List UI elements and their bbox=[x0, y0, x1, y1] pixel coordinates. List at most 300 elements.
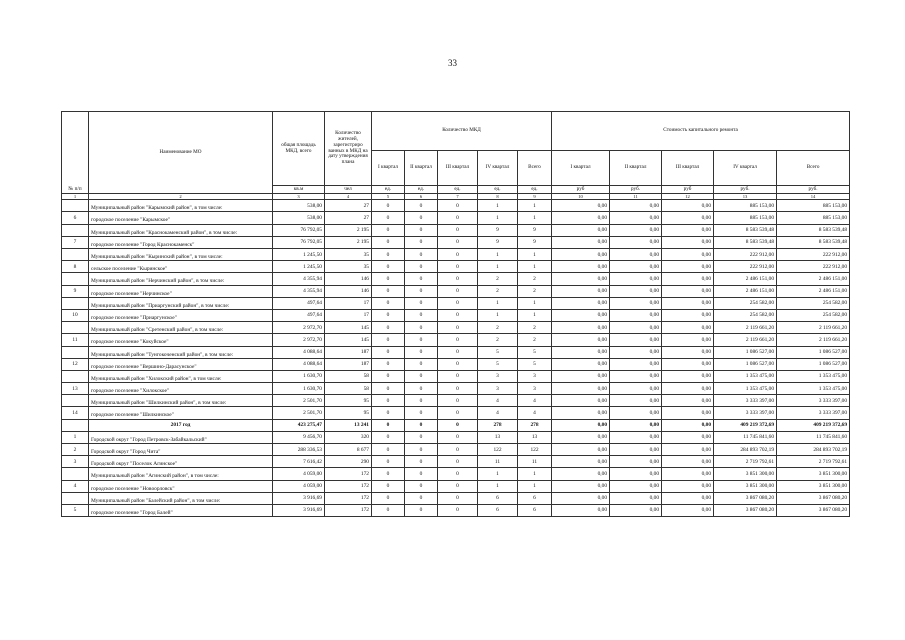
count-q3: 0 bbox=[438, 431, 478, 443]
row-number: 7 bbox=[62, 236, 89, 248]
count-q1: 0 bbox=[372, 407, 405, 419]
residents-value: 95 bbox=[325, 407, 372, 419]
header-count-q3: III квартал bbox=[438, 151, 478, 186]
row-number bbox=[62, 468, 89, 480]
cost-q3: 0,00 bbox=[662, 370, 714, 382]
count-total: 1 bbox=[518, 249, 552, 261]
residents-value: 58 bbox=[325, 370, 372, 382]
count-q3: 0 bbox=[438, 504, 478, 516]
cost-q3: 0,00 bbox=[662, 309, 714, 321]
unit-cell: руб. bbox=[777, 186, 850, 194]
unit-cell: руб bbox=[662, 186, 714, 194]
header-count-q1: I квартал bbox=[372, 151, 405, 186]
count-q1: 0 bbox=[372, 212, 405, 224]
count-total: 2 bbox=[518, 285, 552, 297]
count-q2: 0 bbox=[405, 200, 438, 212]
cost-q1: 0,00 bbox=[552, 504, 610, 516]
residents-value: 27 bbox=[325, 200, 372, 212]
count-q4: 1 bbox=[478, 468, 518, 480]
count-q2: 0 bbox=[405, 273, 438, 285]
cost-q3: 0,00 bbox=[662, 431, 714, 443]
cost-q1: 0,00 bbox=[552, 444, 610, 456]
count-q4: 3 bbox=[478, 383, 518, 395]
area-value: 2 972,70 bbox=[273, 334, 325, 346]
row-number bbox=[62, 346, 89, 358]
cost-q3: 0,00 bbox=[662, 249, 714, 261]
cost-q1: 0,00 bbox=[552, 346, 610, 358]
count-total: 6 bbox=[518, 492, 552, 504]
cost-q1: 0,00 bbox=[552, 407, 610, 419]
count-q4: 13 bbox=[478, 431, 518, 443]
header-residents: Количество жителей, зарегистриро ванных в МКД на дату утверждения плана bbox=[325, 112, 372, 186]
cost-q1: 0,00 bbox=[552, 456, 610, 468]
cost-total: 2 119 661,20 bbox=[777, 334, 850, 346]
count-q1: 0 bbox=[372, 492, 405, 504]
count-q2: 0 bbox=[405, 224, 438, 236]
table-row bbox=[62, 285, 850, 297]
table-row bbox=[62, 346, 850, 358]
count-q3: 0 bbox=[438, 334, 478, 346]
header-count-group: Количество МКД bbox=[372, 112, 552, 151]
cost-q1: 0,00 bbox=[552, 395, 610, 407]
cost-q3: 0,00 bbox=[662, 236, 714, 248]
mo-name: Муниципальный район "Краснокаменский район", в том числе: bbox=[89, 224, 273, 236]
count-q4: 2 bbox=[478, 273, 518, 285]
cost-q3: 0,00 bbox=[662, 492, 714, 504]
header-cost-total: Всего bbox=[777, 151, 850, 186]
count-q4: 9 bbox=[478, 236, 518, 248]
cost-total: 1 086 527,00 bbox=[777, 358, 850, 370]
count-q1: 0 bbox=[372, 224, 405, 236]
cost-q4: 1 353 475,00 bbox=[714, 383, 777, 395]
cost-q3: 0,00 bbox=[662, 200, 714, 212]
mo-name: Муниципальный район "Нерчинский район", в том числе: bbox=[89, 273, 273, 285]
mo-name: Городской округ "Город Петровск-Забайкальский" bbox=[89, 431, 273, 443]
count-q1: 0 bbox=[372, 480, 405, 492]
mo-name: Муниципальный район "Приаргунский район", в том числе: bbox=[89, 297, 273, 309]
count-total: 9 bbox=[518, 224, 552, 236]
count-q1: 0 bbox=[372, 468, 405, 480]
header-num: № п/п bbox=[62, 112, 89, 194]
count-q3: 0 bbox=[438, 309, 478, 321]
area-value: 4 088,64 bbox=[273, 358, 325, 370]
mo-name: сельское поселение "Кыринское" bbox=[89, 261, 273, 273]
column-number: 10 bbox=[552, 194, 610, 200]
cost-total: 1 086 527,00 bbox=[777, 346, 850, 358]
header-cost-q3: III квартал bbox=[662, 151, 714, 186]
count-total: 1 bbox=[518, 309, 552, 321]
cost-q4: 3 333 397,00 bbox=[714, 395, 777, 407]
table-row bbox=[62, 249, 850, 261]
count-q3: 0 bbox=[438, 322, 478, 334]
cost-q3: 0,00 bbox=[662, 480, 714, 492]
cost-q1: 0,00 bbox=[552, 358, 610, 370]
count-q1: 0 bbox=[372, 322, 405, 334]
count-q3: 0 bbox=[438, 395, 478, 407]
column-number: 3 bbox=[273, 194, 325, 200]
unit-cell: кв.м bbox=[273, 186, 325, 194]
cost-q2: 0,00 bbox=[610, 297, 662, 309]
table-row bbox=[62, 212, 850, 224]
area-value: 423 275,47 bbox=[273, 419, 325, 431]
cost-q2: 0,00 bbox=[610, 456, 662, 468]
mo-name: городское поселение "Шилкинское" bbox=[89, 407, 273, 419]
capital-repair-table bbox=[61, 111, 850, 517]
area-value: 3 916,69 bbox=[273, 492, 325, 504]
count-total: 5 bbox=[518, 358, 552, 370]
count-q1: 0 bbox=[372, 395, 405, 407]
table-row bbox=[62, 334, 850, 346]
residents-value: 17 bbox=[325, 297, 372, 309]
column-number: 11 bbox=[610, 194, 662, 200]
unit-cell: руб. bbox=[714, 186, 777, 194]
cost-q3: 0,00 bbox=[662, 297, 714, 309]
table-row bbox=[62, 444, 850, 456]
residents-value: 320 bbox=[325, 431, 372, 443]
column-number: 13 bbox=[714, 194, 777, 200]
area-value: 1 245,50 bbox=[273, 249, 325, 261]
count-q2: 0 bbox=[405, 492, 438, 504]
cost-q1: 0,00 bbox=[552, 322, 610, 334]
count-q1: 0 bbox=[372, 200, 405, 212]
header-mo: Наименование МО bbox=[89, 112, 273, 194]
row-number: 8 bbox=[62, 261, 89, 273]
row-number: 11 bbox=[62, 334, 89, 346]
area-value: 538,00 bbox=[273, 212, 325, 224]
table-row bbox=[62, 492, 850, 504]
residents-value: 146 bbox=[325, 273, 372, 285]
count-total: 4 bbox=[518, 407, 552, 419]
residents-value: 27 bbox=[325, 212, 372, 224]
cost-q2: 0,00 bbox=[610, 370, 662, 382]
cost-q1: 0,00 bbox=[552, 212, 610, 224]
table-row bbox=[62, 468, 850, 480]
mo-name: Городской округ "Поселок Агинское" bbox=[89, 456, 273, 468]
cost-q1: 0,00 bbox=[552, 309, 610, 321]
cost-q3: 0,00 bbox=[662, 407, 714, 419]
count-q3: 0 bbox=[438, 419, 478, 431]
count-q3: 0 bbox=[438, 480, 478, 492]
cost-q2: 0,00 bbox=[610, 444, 662, 456]
cost-total: 3 867 080,20 bbox=[777, 492, 850, 504]
count-q1: 0 bbox=[372, 383, 405, 395]
cost-total: 8 583 539,48 bbox=[777, 224, 850, 236]
mo-name: 2017 год bbox=[89, 419, 273, 431]
residents-value: 290 bbox=[325, 456, 372, 468]
cost-q1: 0,00 bbox=[552, 224, 610, 236]
cost-q4: 3 851 300,00 bbox=[714, 480, 777, 492]
table-row bbox=[62, 261, 850, 273]
header-cost-q4: IV квартал bbox=[714, 151, 777, 186]
residents-value: 13 241 bbox=[325, 419, 372, 431]
count-q2: 0 bbox=[405, 309, 438, 321]
cost-q1: 0,00 bbox=[552, 370, 610, 382]
count-q2: 0 bbox=[405, 285, 438, 297]
cost-q4: 11 745 841,60 bbox=[714, 431, 777, 443]
count-q4: 1 bbox=[478, 309, 518, 321]
cost-total: 254 582,00 bbox=[777, 297, 850, 309]
cost-q2: 0,00 bbox=[610, 419, 662, 431]
count-q1: 0 bbox=[372, 273, 405, 285]
cost-q3: 0,00 bbox=[662, 346, 714, 358]
count-q2: 0 bbox=[405, 383, 438, 395]
area-value: 4 059,00 bbox=[273, 480, 325, 492]
row-number: 13 bbox=[62, 383, 89, 395]
count-q1: 0 bbox=[372, 370, 405, 382]
count-total: 278 bbox=[518, 419, 552, 431]
count-q3: 0 bbox=[438, 358, 478, 370]
table-row bbox=[62, 456, 850, 468]
cost-q4: 2 719 792,61 bbox=[714, 456, 777, 468]
count-total: 9 bbox=[518, 236, 552, 248]
area-value: 497,64 bbox=[273, 309, 325, 321]
table-row bbox=[62, 480, 850, 492]
area-value: 1 630,70 bbox=[273, 383, 325, 395]
count-q2: 0 bbox=[405, 480, 438, 492]
count-q4: 6 bbox=[478, 504, 518, 516]
cost-q4: 3 867 080,20 bbox=[714, 492, 777, 504]
cost-total: 254 582,00 bbox=[777, 309, 850, 321]
cost-q4: 8 583 539,48 bbox=[714, 224, 777, 236]
residents-value: 146 bbox=[325, 285, 372, 297]
cost-q4: 8 583 539,48 bbox=[714, 236, 777, 248]
count-q3: 0 bbox=[438, 285, 478, 297]
cost-q1: 0,00 bbox=[552, 236, 610, 248]
cost-total: 3 851 300,00 bbox=[777, 480, 850, 492]
table-body bbox=[62, 200, 850, 517]
cost-q2: 0,00 bbox=[610, 358, 662, 370]
residents-value: 2 195 bbox=[325, 236, 372, 248]
cost-q4: 222 912,00 bbox=[714, 249, 777, 261]
cost-q3: 0,00 bbox=[662, 383, 714, 395]
cost-q2: 0,00 bbox=[610, 480, 662, 492]
cost-total: 2 486 151,00 bbox=[777, 285, 850, 297]
residents-value: 187 bbox=[325, 346, 372, 358]
unit-cell: ед. bbox=[438, 186, 478, 194]
count-q2: 0 bbox=[405, 358, 438, 370]
cost-q2: 0,00 bbox=[610, 249, 662, 261]
count-q3: 0 bbox=[438, 383, 478, 395]
header-cost-q1: I квартал bbox=[552, 151, 610, 186]
residents-value: 8 677 bbox=[325, 444, 372, 456]
count-q2: 0 bbox=[405, 346, 438, 358]
row-number bbox=[62, 322, 89, 334]
table-row bbox=[62, 370, 850, 382]
count-q1: 0 bbox=[372, 431, 405, 443]
cost-q3: 0,00 bbox=[662, 261, 714, 273]
unit-cell: руб bbox=[552, 186, 610, 194]
unit-cell: ед. bbox=[372, 186, 405, 194]
cost-q1: 0,00 bbox=[552, 249, 610, 261]
cost-q4: 409 219 372,69 bbox=[714, 419, 777, 431]
count-q3: 0 bbox=[438, 212, 478, 224]
residents-value: 2 195 bbox=[325, 224, 372, 236]
count-q4: 6 bbox=[478, 492, 518, 504]
row-number: 2 bbox=[62, 444, 89, 456]
count-total: 3 bbox=[518, 383, 552, 395]
mo-name: городское поселение "Карымское" bbox=[89, 212, 273, 224]
row-number: 9 bbox=[62, 285, 89, 297]
cost-q2: 0,00 bbox=[610, 383, 662, 395]
header-cost-group: Стоимость капитального ремонта bbox=[552, 112, 850, 151]
mo-name: Муниципальный район "Агинский район", в том числе: bbox=[89, 468, 273, 480]
table-row bbox=[62, 224, 850, 236]
cost-q2: 0,00 bbox=[610, 334, 662, 346]
header-cost-q2: II квартал bbox=[610, 151, 662, 186]
count-q4: 5 bbox=[478, 346, 518, 358]
area-value: 2 501,70 bbox=[273, 407, 325, 419]
mo-name: Муниципальный район "Тунгокоченский район", в том числе: bbox=[89, 346, 273, 358]
cost-q4: 3 851 300,00 bbox=[714, 468, 777, 480]
cost-q1: 0,00 bbox=[552, 297, 610, 309]
table-row bbox=[62, 407, 850, 419]
unit-cell: ед. bbox=[478, 186, 518, 194]
cost-q1: 0,00 bbox=[552, 261, 610, 273]
column-number: 6 bbox=[405, 194, 438, 200]
count-q3: 0 bbox=[438, 444, 478, 456]
area-value: 497,64 bbox=[273, 297, 325, 309]
row-number: 14 bbox=[62, 407, 89, 419]
count-q1: 0 bbox=[372, 309, 405, 321]
row-number: 3 bbox=[62, 456, 89, 468]
count-total: 1 bbox=[518, 297, 552, 309]
count-q2: 0 bbox=[405, 504, 438, 516]
header-area: общая площадь МКД, всего bbox=[273, 112, 325, 186]
cost-q4: 1 086 527,00 bbox=[714, 346, 777, 358]
residents-value: 35 bbox=[325, 261, 372, 273]
row-number: 4 bbox=[62, 480, 89, 492]
count-q1: 0 bbox=[372, 297, 405, 309]
cost-q3: 0,00 bbox=[662, 468, 714, 480]
cost-q4: 254 582,00 bbox=[714, 309, 777, 321]
cost-q4: 885 153,00 bbox=[714, 200, 777, 212]
unit-cell: чел bbox=[325, 186, 372, 194]
column-number: 2 bbox=[89, 194, 273, 200]
area-value: 76 792,05 bbox=[273, 224, 325, 236]
table-row bbox=[62, 358, 850, 370]
table-header bbox=[62, 112, 850, 200]
count-q1: 0 bbox=[372, 456, 405, 468]
residents-value: 35 bbox=[325, 249, 372, 261]
area-value: 288 336,53 bbox=[273, 444, 325, 456]
mo-name: городское поселение "Вершино-Дарасунское" bbox=[89, 358, 273, 370]
mo-name: городское поселение "Приаргунское" bbox=[89, 309, 273, 321]
table-row bbox=[62, 273, 850, 285]
count-total: 4 bbox=[518, 395, 552, 407]
area-value: 7 616,42 bbox=[273, 456, 325, 468]
page-number: 33 bbox=[448, 58, 457, 68]
cost-q3: 0,00 bbox=[662, 395, 714, 407]
cost-total: 3 867 080,20 bbox=[777, 504, 850, 516]
cost-q2: 0,00 bbox=[610, 200, 662, 212]
cost-q1: 0,00 bbox=[552, 480, 610, 492]
table-row bbox=[62, 236, 850, 248]
row-number bbox=[62, 224, 89, 236]
row-number bbox=[62, 419, 89, 431]
mo-name: Муниципальный район "Сретенский район", в том числе: bbox=[89, 322, 273, 334]
header-count-q2: II квартал bbox=[405, 151, 438, 186]
count-q4: 278 bbox=[478, 419, 518, 431]
cost-q4: 885 153,00 bbox=[714, 212, 777, 224]
cost-q4: 2 486 151,00 bbox=[714, 273, 777, 285]
cost-q3: 0,00 bbox=[662, 322, 714, 334]
count-q1: 0 bbox=[372, 504, 405, 516]
count-q3: 0 bbox=[438, 346, 478, 358]
residents-value: 95 bbox=[325, 395, 372, 407]
residents-value: 172 bbox=[325, 480, 372, 492]
cost-total: 2 719 792,61 bbox=[777, 456, 850, 468]
count-total: 2 bbox=[518, 273, 552, 285]
cost-total: 11 745 841,60 bbox=[777, 431, 850, 443]
row-number bbox=[62, 492, 89, 504]
row-number bbox=[62, 370, 89, 382]
column-number: 12 bbox=[662, 194, 714, 200]
count-total: 2 bbox=[518, 322, 552, 334]
cost-q3: 0,00 bbox=[662, 285, 714, 297]
count-q1: 0 bbox=[372, 261, 405, 273]
count-q2: 0 bbox=[405, 419, 438, 431]
mo-name: городское поселение "Нерчинское" bbox=[89, 285, 273, 297]
cost-q1: 0,00 bbox=[552, 200, 610, 212]
cost-total: 3 333 397,00 bbox=[777, 407, 850, 419]
row-number bbox=[62, 297, 89, 309]
count-q4: 2 bbox=[478, 285, 518, 297]
cost-q3: 0,00 bbox=[662, 504, 714, 516]
cost-total: 885 153,00 bbox=[777, 212, 850, 224]
count-total: 13 bbox=[518, 431, 552, 443]
count-q2: 0 bbox=[405, 249, 438, 261]
cost-total: 1 353 475,00 bbox=[777, 370, 850, 382]
count-q3: 0 bbox=[438, 261, 478, 273]
column-number: 1 bbox=[62, 194, 89, 200]
count-total: 1 bbox=[518, 261, 552, 273]
cost-q4: 2 486 151,00 bbox=[714, 285, 777, 297]
mo-name: Муниципальный район "Шилкинский район", в том числе: bbox=[89, 395, 273, 407]
area-value: 4 355,94 bbox=[273, 285, 325, 297]
cost-q2: 0,00 bbox=[610, 236, 662, 248]
cost-q4: 254 582,00 bbox=[714, 297, 777, 309]
area-value: 4 355,94 bbox=[273, 273, 325, 285]
count-q1: 0 bbox=[372, 285, 405, 297]
row-number: 10 bbox=[62, 309, 89, 321]
residents-value: 187 bbox=[325, 358, 372, 370]
cost-q1: 0,00 bbox=[552, 285, 610, 297]
residents-value: 172 bbox=[325, 492, 372, 504]
column-number: 5 bbox=[372, 194, 405, 200]
count-q2: 0 bbox=[405, 334, 438, 346]
table-row bbox=[62, 504, 850, 516]
count-q3: 0 bbox=[438, 236, 478, 248]
cost-q2: 0,00 bbox=[610, 492, 662, 504]
count-q3: 0 bbox=[438, 468, 478, 480]
count-q4: 2 bbox=[478, 322, 518, 334]
cost-q2: 0,00 bbox=[610, 407, 662, 419]
cost-q2: 0,00 bbox=[610, 504, 662, 516]
cost-q4: 3 333 397,00 bbox=[714, 407, 777, 419]
count-q1: 0 bbox=[372, 444, 405, 456]
cost-q3: 0,00 bbox=[662, 334, 714, 346]
mo-name: Муниципальный район "Балейский район", в том числе: bbox=[89, 492, 273, 504]
row-number: 6 bbox=[62, 212, 89, 224]
count-total: 3 bbox=[518, 370, 552, 382]
cost-q4: 1 353 475,00 bbox=[714, 370, 777, 382]
area-value: 1 630,70 bbox=[273, 370, 325, 382]
count-q2: 0 bbox=[405, 456, 438, 468]
count-q2: 0 bbox=[405, 297, 438, 309]
cost-q3: 0,00 bbox=[662, 358, 714, 370]
cost-q1: 0,00 bbox=[552, 468, 610, 480]
cost-total: 3 851 300,00 bbox=[777, 468, 850, 480]
